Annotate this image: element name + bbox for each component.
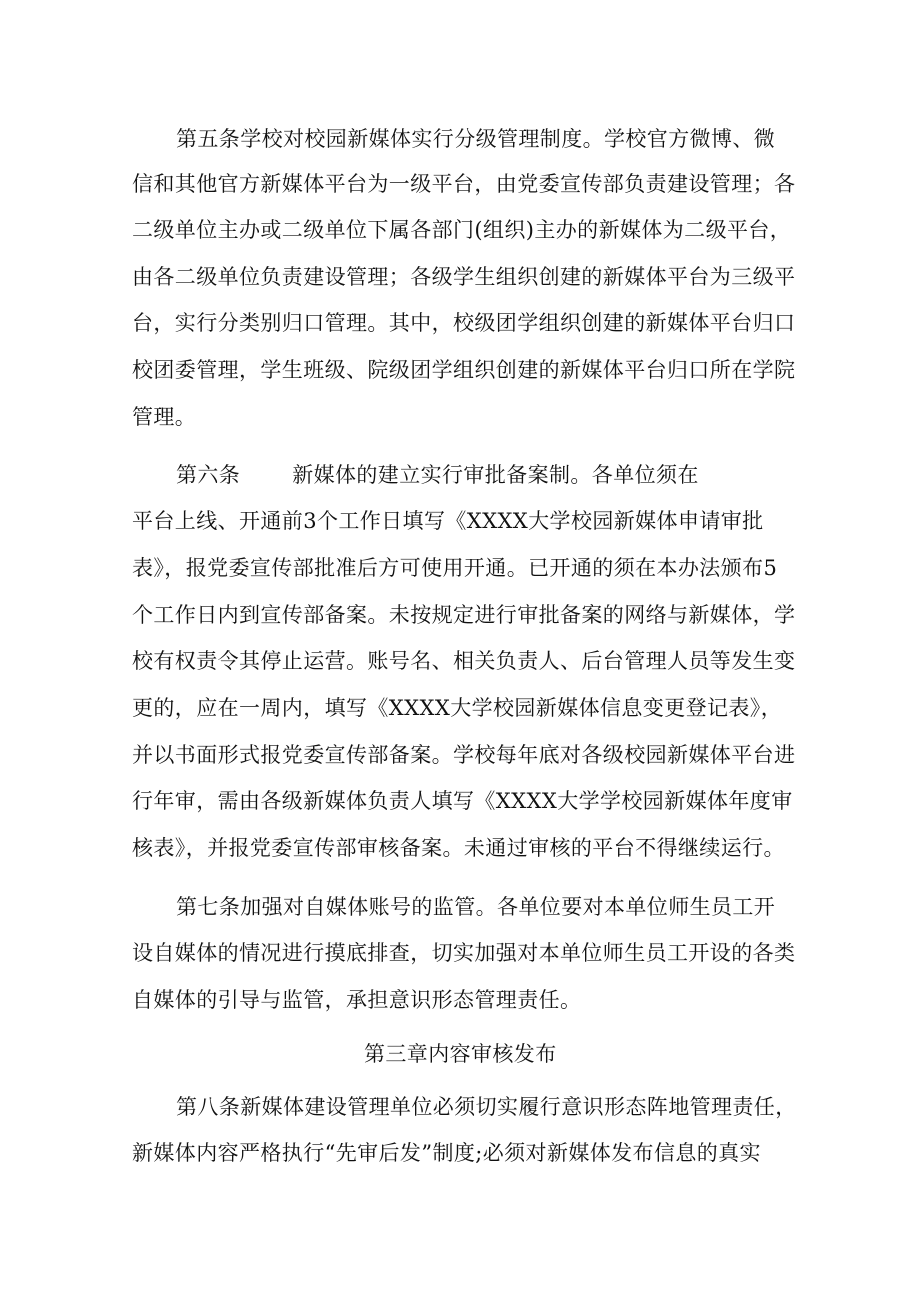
- article5-line-2: 信和其他官方新媒体平台为一级平台，由党委宣传部负责建设管理；各: [132, 172, 796, 196]
- article7-line-1: 第七条加强对自媒体账号的监管。各单位要对本单位师生员工开: [176, 895, 776, 919]
- article6-first-line: [176, 460, 699, 490]
- article5-line-3: 二级单位主办或二级单位下属各部门(组织)主办的新媒体为二级平台，: [132, 218, 792, 242]
- article5-line-6: 校团委管理，学生班级、院级团学组织创建的新媒体平台归口所在学院: [132, 358, 796, 382]
- article7-line-2: 设自媒体的情况进行摸底排查，切实加强对本单位师生员工开设的各类: [132, 941, 796, 965]
- article6-line-4: 个工作日内到宣传部备案。未按规定进行审批备案的网络与新媒体，学: [132, 603, 796, 627]
- article8-line-2: 新媒体内容严格执行“先审后发”制度;必须对新媒体发布信息的真实: [132, 1141, 761, 1165]
- article6-line-8: 行年审，需由各级新媒体负责人填写《XXXX大学学校园新媒体年度审: [132, 789, 793, 813]
- article6-line-5: 校有权责令其停止运营。账号名、相关负责人、后台管理人员等发生变: [132, 649, 796, 673]
- article6-line-9: 核表》，并报党委宣传部审核备案。未通过审核的平台不得继续运行。: [132, 836, 785, 860]
- article5-line-1: 第五条学校对校园新媒体实行分级管理制度。学校官方微博、微: [176, 127, 776, 151]
- article6-first-text: 新媒体的建立实行审批备案制。各单位须在: [292, 463, 699, 487]
- article8-line-1: 第八条新媒体建设管理单位必须切实履行意识形态阵地管理责任，: [176, 1095, 797, 1119]
- article6-line-7: 并以书面形式报党委宣传部备案。学校每年底对各级校园新媒体平台进: [132, 743, 796, 767]
- article6-line-6: 更的，应在一周内，填写《XXXX大学校园新媒体信息变更登记表》，: [132, 696, 783, 720]
- article6-line-2: 平台上线、开通前3个工作日填写《XXXX大学校园新媒体申请审批: [132, 509, 764, 533]
- article6-label: 第六条: [176, 463, 241, 487]
- article5-line-5: 台，实行分类别归口管理。其中，校级团学组织创建的新媒体平台归口: [132, 311, 796, 335]
- article6-line-3: 表》，报党委宣传部批准后方可使用开通。已开通的须在本办法颁布5: [132, 556, 778, 580]
- article5-line-7: 管理。: [132, 405, 197, 429]
- article5-line-4: 由各二级单位负责建设管理；各级学生组织创建的新媒体平台为三级平: [132, 265, 796, 289]
- chapter-heading: 第三章内容审核发布: [364, 1042, 557, 1066]
- article7-line-3: 自媒体的引导与监管，承担意识形态管理责任。: [132, 988, 582, 1012]
